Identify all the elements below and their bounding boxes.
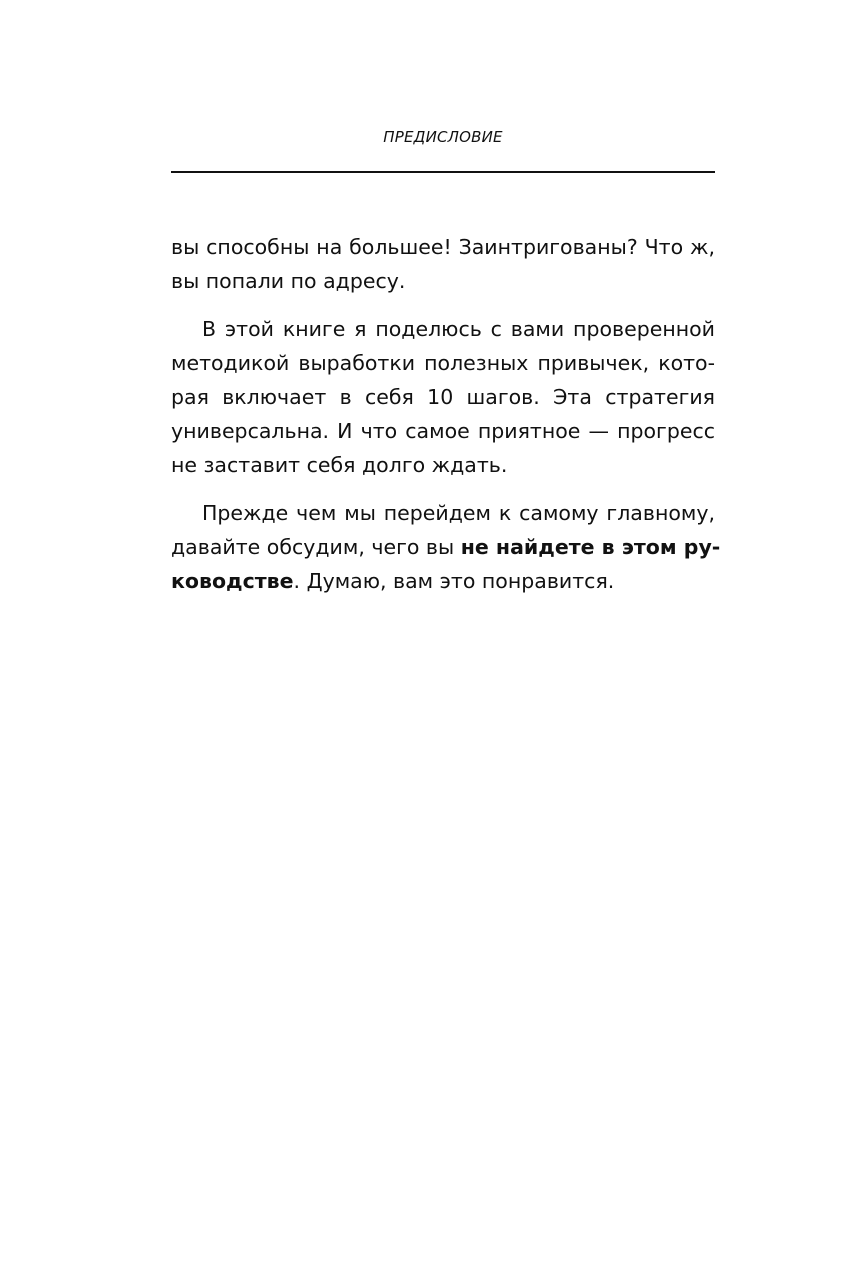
text-line: В этой книге я поделюсь с вами проверенной	[202, 317, 715, 341]
paragraph-gap	[171, 298, 715, 312]
text-line: вы попали по адресу.	[171, 269, 406, 293]
text-line	[171, 564, 715, 598]
running-head: ПРЕДИСЛОВИЕ	[383, 128, 503, 146]
paragraph-2	[171, 312, 715, 482]
text-fragment: . Думаю, вам это понравится.	[293, 569, 615, 593]
book-page	[171, 0, 721, 1276]
paragraph-gap	[171, 482, 715, 496]
text-line: вы способны на большее! Заинтригованы? Что ж,	[171, 235, 715, 259]
bold-emphasis: ководстве	[171, 569, 294, 593]
body-text	[171, 230, 721, 598]
text-line: не заставит себя долго ждать.	[171, 453, 508, 477]
text-line: методикой выработки полезных привычек, кото-	[171, 351, 715, 375]
paragraph-1	[171, 230, 715, 298]
text-line: рая включает в себя 10 шагов. Эта стратегия	[171, 385, 715, 409]
text-line: универсальна. И что самое приятное — прогресс	[171, 419, 715, 443]
text-line	[171, 530, 721, 564]
header-rule	[171, 171, 715, 173]
bold-emphasis: не найдете в этом ру-	[460, 535, 721, 559]
text-fragment: давайте обсудим, чего вы	[171, 535, 461, 559]
paragraph-3	[171, 496, 721, 598]
text-line: Прежде чем мы перейдем к самому главному,	[202, 501, 715, 525]
